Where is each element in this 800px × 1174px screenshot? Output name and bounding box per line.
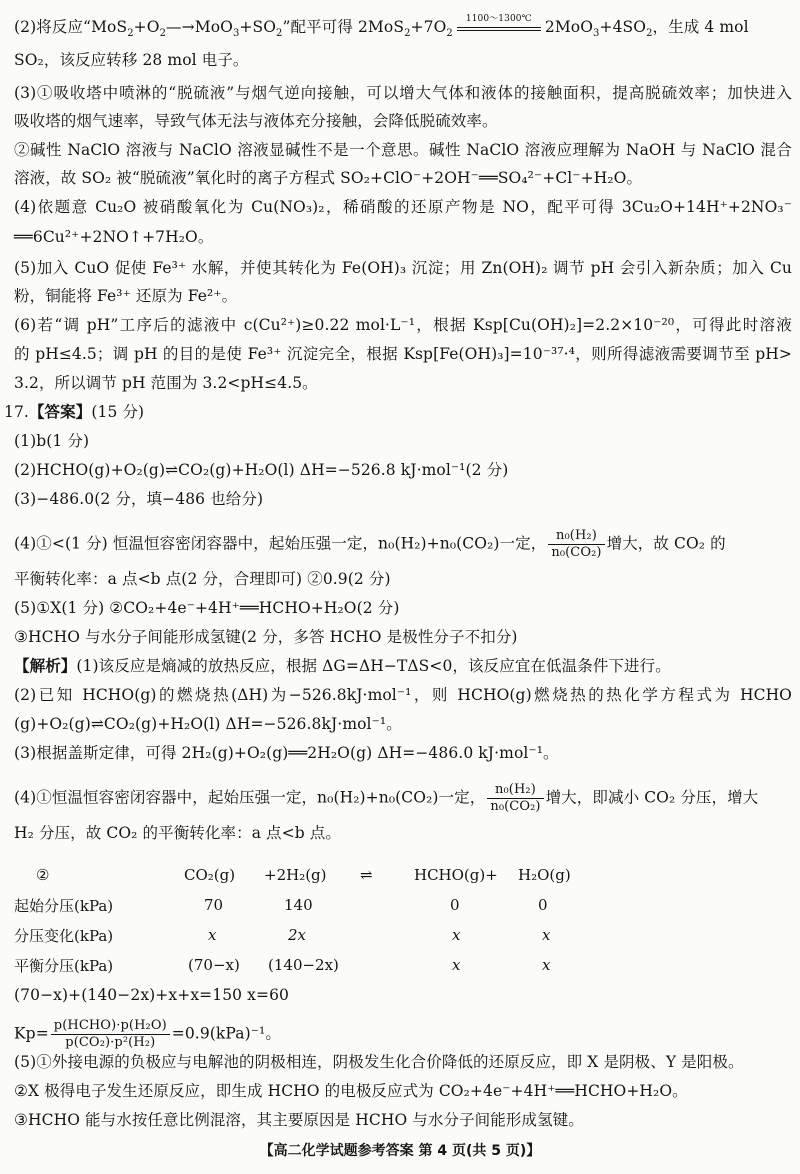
table-cell: x xyxy=(542,926,551,944)
part3-line1: (3)①吸收塔中喷淋的“脱硫液”与烟气逆向接触，可以增大气体和液体的接触面积，提高脱硫效率；加快进入 xyxy=(14,84,792,102)
row-label: 分压变化(kPa) xyxy=(14,926,114,945)
part4-line1: (4)依题意 Cu₂O 被硝酸氧化为 Cu(NO₃)₂，稀硝酸的还原产物是 NO，配平可得 3Cu₂O+14H⁺+2NO₃⁻ xyxy=(14,198,792,216)
table-header-cell: ② xyxy=(36,866,50,884)
part2-line1: (2)将反应“$MoS_2+O_2—\to MoO_3+SO_2$”配平可得 $2MoS_2+7O_2$ 1100～1300℃ $2MoO_3+4SO_2$，生成 4 mol xyxy=(14,14,749,40)
pressure-calculation: (70−x)+(140−2x)+x+x=150 x=60 xyxy=(14,986,290,1004)
table-cell: 2x xyxy=(288,926,307,944)
explain-1: 【解析】(1)该反应是熵减的放热反应，根据 ΔG=ΔH−TΔS<0，该反应宜在低温条件下进行。 xyxy=(14,656,671,675)
explain-tag: 【解析】 xyxy=(14,656,77,675)
part3b-line1: ②碱性 NaClO 溶液与 NaClO 溶液显碱性不是一个意思。碱性 NaClO 溶液应理解为 NaOH 与 NaClO 混合 xyxy=(14,141,792,159)
part3-line2: 吸收塔的烟气速率，导致气体无法与液体充分接触，会降低脱硫效率。 xyxy=(14,112,498,130)
table-cell: 140 xyxy=(284,896,313,914)
kp-expression: Kp= $\frac{\text{p(HCHO)·p(H₂O)}}{\text{p(CO₂)·p²(H₂)}}$ =0.9(kPa)⁻¹。 xyxy=(14,1018,281,1050)
answer-4-line1: (4)①<(1 分) 恒温恒容密闭容器中，起始压强一定，n₀(H₂)+n₀(CO₂)一定， $\frac{\text{n₀(H₂)}}{\text{n₀(CO₂)}}$ 增大，故 CO₂ 的 xyxy=(14,528,726,560)
page-footer: 【高二化学试题参考答案 第 4 页(共 5 页)】 xyxy=(259,1143,541,1159)
table-header-cell: CO₂(g) xyxy=(184,866,236,884)
part5-line2: 粉，铜能将 Fe³⁺ 还原为 Fe²⁺。 xyxy=(14,287,238,305)
table-cell: 70 xyxy=(204,896,224,914)
answer-5-line2: ③HCHO 与水分子间能形成氢键(2 分，多答 HCHO 是极性分子不扣分) xyxy=(14,628,518,646)
answer-2: (2)HCHO(g)+O₂(g)⇌CO₂(g)+H₂O(l) ΔH=−526.8 kJ·mol⁻¹(2 分) xyxy=(14,461,509,479)
answer-tag: 【答案】 xyxy=(28,402,92,421)
table-row xyxy=(14,890,598,920)
row-label: 平衡分压(kPa) xyxy=(14,956,114,975)
table-cell: x xyxy=(208,926,217,944)
table-cell: 0 xyxy=(538,896,548,914)
table-row xyxy=(14,920,598,950)
part6-line1: (6)若“调 pH”工序后的滤液中 c(Cu²⁺)≥0.22 mol·L⁻¹，根据 Ksp[Cu(OH)₂]=2.2×10⁻²⁰，可得此时溶液 xyxy=(14,316,792,334)
reaction-condition-arrow: 1100～1300℃ xyxy=(455,17,543,39)
explain-2-line1: (2)已知 HCHO(g)的燃烧热(ΔH)为−526.8kJ·mol⁻¹，则 HCHO(g)燃烧热的热化学方程式为 HCHO xyxy=(14,686,792,704)
table-cell: (140−2x) xyxy=(268,956,339,974)
answer-5-line1: (5)①X(1 分) ②CO₂+4e⁻+4H⁺══HCHO+H₂O(2 分) xyxy=(14,599,400,617)
table-header-cell: +2H₂(g) xyxy=(264,866,327,884)
table-cell: (70−x) xyxy=(188,956,240,974)
partial-pressure-table xyxy=(14,860,598,980)
part5-line1: (5)加入 CuO 促使 Fe³⁺ 水解，并使其转化为 Fe(OH)₃ 沉淀；用 Zn(OH)₂ 调节 pH 会引入新杂质；加入 Cu xyxy=(14,259,792,277)
explain-5-line1: (5)①外接电源的负极应与电解池的阴极相连，阴极发生化合价降低的还原反应，即 X 是阴极、Y 是阳极。 xyxy=(14,1053,744,1071)
part2-line2: SO₂，该反应转移 28 mol 电子。 xyxy=(14,51,249,69)
explain-5-line2: ②X 极得电子发生还原反应，即生成 HCHO 的电极反应式为 CO₂+4e⁻+4H⁺══HCHO+H₂O。 xyxy=(14,1082,688,1100)
row-label: 起始分压(kPa) xyxy=(14,896,114,915)
explain-ratio-fraction: $\frac{\text{n₀(H₂)}}{\text{n₀(CO₂)}}$ xyxy=(487,782,543,815)
kp-fraction: $\frac{\text{p(HCHO)·p(H₂O)}}{\text{p(CO₂)·p²(H₂)}}$ xyxy=(51,1018,170,1051)
explain-4-line2: H₂ 分压，故 CO₂ 的平衡转化率：a 点<b 点。 xyxy=(14,824,341,842)
part6-line2: 的 pH≤4.5；调 pH 的目的是使 Fe³⁺ 沉淀完全，根据 Ksp[Fe(OH)₃]=10⁻³⁷·⁴，则所得滤液需要调节至 pH> xyxy=(14,345,792,363)
part3b-line2: 溶液，故 SO₂ 被“脱硫液”氧化时的离子方程式 SO₂+ClO⁻+2OH⁻══SO₄²⁻+Cl⁻+H₂O。 xyxy=(14,169,643,187)
table-cell: 0 xyxy=(450,896,460,914)
table-header-cell: H₂O(g) xyxy=(518,866,571,884)
table-cell xyxy=(360,950,414,980)
explain-3: (3)根据盖斯定律，可得 2H₂(g)+O₂(g)══2H₂O(g) ΔH=−486.0 kJ·mol⁻¹。 xyxy=(14,744,559,762)
table-cell xyxy=(360,890,414,920)
q17-heading: 17.【答案】(15 分) xyxy=(4,402,145,421)
answer-3: (3)−486.0(2 分，填−486 也给分) xyxy=(14,490,264,508)
table-cell: x xyxy=(452,926,461,944)
answer-4-line2: 平衡转化率：a 点<b 点(2 分，合理即可) ②0.9(2 分) xyxy=(14,570,391,588)
explain-5-line3: ③HCHO 能与水按任意比例混溶，其主要原因是 HCHO 与水分子间能形成氢键。 xyxy=(14,1111,584,1129)
table-header-row xyxy=(14,860,598,890)
answer-1: (1)b(1 分) xyxy=(14,432,90,450)
ratio-fraction: $\frac{\text{n₀(H₂)}}{\text{n₀(CO₂)}}$ xyxy=(548,528,604,561)
table-header-cell: ⇌ xyxy=(360,866,373,884)
table-row xyxy=(14,950,598,980)
table-header-cell: HCHO(g)+ xyxy=(414,866,498,884)
table-cell: x xyxy=(452,956,461,974)
part4-line2: ══6Cu²⁺+2NO↑+7H₂O。 xyxy=(14,228,214,246)
part6-line3: 3.2，所以调节 pH 范围为 3.2<pH≤4.5。 xyxy=(14,374,318,392)
explain-4-line1: (4)①恒温恒容密闭容器中，起始压强一定，n₀(H₂)+n₀(CO₂)一定， $\frac{\text{n₀(H₂)}}{\text{n₀(CO₂)}}$ 增大，即减小 CO₂ 分压，增大 xyxy=(14,782,759,814)
explain-2-line2: (g)+O₂(g)⇌CO₂(g)+H₂O(l) ΔH=−526.8kJ·mol⁻¹。 xyxy=(14,715,402,733)
table-cell xyxy=(360,920,414,950)
table-cell: x xyxy=(542,956,551,974)
